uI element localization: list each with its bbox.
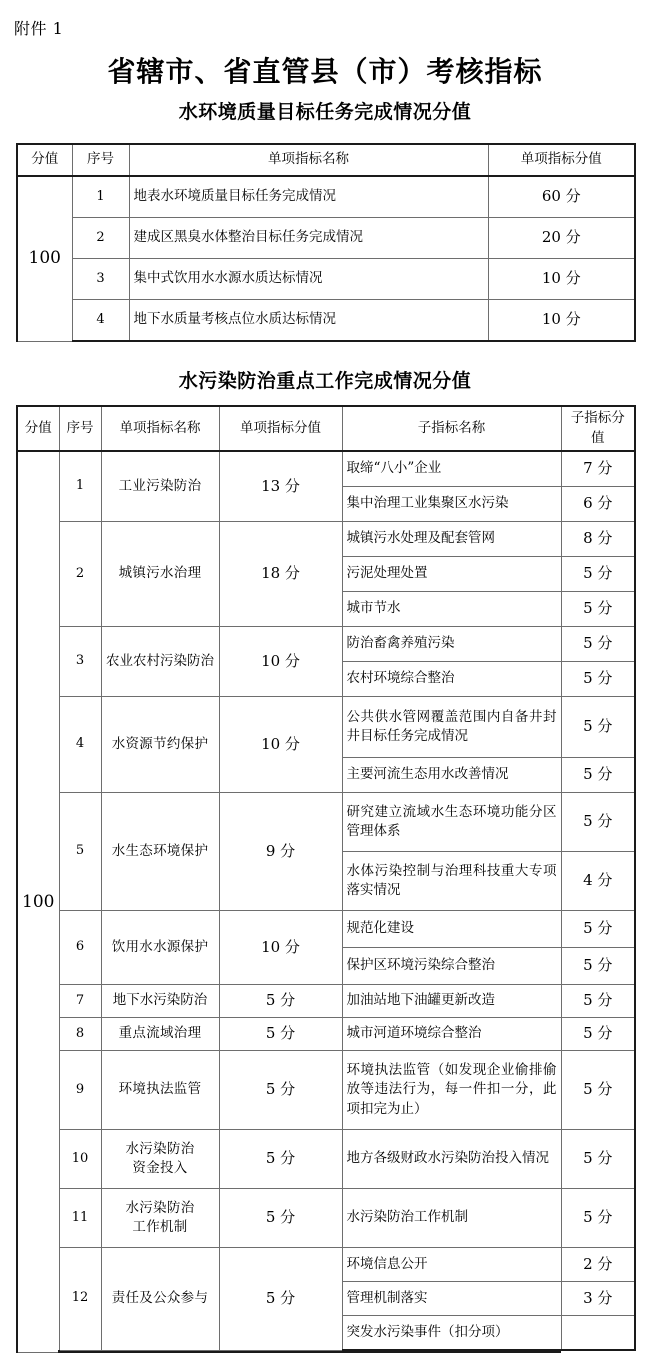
- water-quality-target-table: [16, 143, 636, 342]
- indicator-name: 地表水环境质量目标任务完成情况: [129, 176, 488, 218]
- indicator-score: 5 分: [219, 1248, 342, 1351]
- sub-indicator-name: 集中治理工业集聚区水污染: [342, 487, 561, 522]
- indicator-name: 水资源节约保护: [101, 697, 219, 793]
- water-pollution-control-table: [16, 405, 636, 1353]
- indicator-score: 10 分: [488, 259, 635, 300]
- indicator-name: 集中式饮用水水源水质达标情况: [129, 259, 488, 300]
- sub-indicator-name: 环境执法监管（如发现企业偷排偷放等违法行为，每一件扣一分，此项扣完为止）: [342, 1051, 561, 1130]
- column-header-indicator-score: 单项指标分值: [488, 144, 635, 176]
- indicator-name: 工业污染防治: [101, 451, 219, 522]
- column-header-indicator-name: 单项指标名称: [129, 144, 488, 176]
- indicator-name-line2: 资金投入: [132, 1160, 188, 1177]
- row-index: 2: [59, 522, 101, 627]
- indicator-score: 10 分: [488, 300, 635, 342]
- sub-indicator-name: 规范化建设: [342, 911, 561, 948]
- indicator-score: 5 分: [219, 1189, 342, 1248]
- indicator-score: 9 分: [219, 793, 342, 911]
- indicator-score: 13 分: [219, 451, 342, 522]
- row-index: 9: [59, 1051, 101, 1130]
- table-header-row: [17, 144, 635, 176]
- row-index: 1: [59, 451, 101, 522]
- sub-indicator-name: 环境信息公开: [342, 1248, 561, 1282]
- indicator-name-line2: 工作机制: [132, 1219, 188, 1236]
- row-index: 4: [72, 300, 129, 342]
- sub-indicator-name: 水污染防治工作机制: [342, 1189, 561, 1248]
- sub-indicator-score: 5 分: [561, 911, 635, 948]
- column-header-index: 序号: [72, 144, 129, 176]
- sub-indicator-name: 防治畜禽养殖污染: [342, 627, 561, 662]
- sub-indicator-name: 突发水污染事件（扣分项）: [342, 1316, 561, 1351]
- sub-indicator-name: 加油站地下油罐更新改造: [342, 985, 561, 1018]
- section1-title: 水环境质量目标任务完成情况分值: [178, 101, 472, 123]
- indicator-name: 地下水质量考核点位水质达标情况: [129, 300, 488, 342]
- table-row: [17, 451, 635, 487]
- sub-indicator-score: 5 分: [561, 557, 635, 592]
- indicator-score: 60 分: [488, 176, 635, 218]
- sub-indicator-name: 公共供水管网覆盖范围内自备井封井目标任务完成情况: [342, 697, 561, 758]
- column-header-score: 分值: [17, 406, 59, 451]
- sub-indicator-score: 5 分: [561, 662, 635, 697]
- table-row: [17, 985, 635, 1018]
- table-row: [17, 697, 635, 758]
- row-index: 12: [59, 1248, 101, 1351]
- column-header-sub-indicator-score: 子指标分值: [561, 406, 635, 451]
- sub-indicator-score: 5 分: [561, 1051, 635, 1130]
- indicator-name-line1: 水污染防治: [125, 1140, 195, 1157]
- row-index: 3: [72, 259, 129, 300]
- indicator-name-line1: 水污染防治: [125, 1199, 195, 1216]
- table-bottom-edge: [342, 1350, 561, 1352]
- sub-indicator-score: 5 分: [561, 948, 635, 985]
- indicator-name: 地下水污染防治: [101, 985, 219, 1018]
- sub-indicator-score: 8 分: [561, 522, 635, 557]
- row-index: 3: [59, 627, 101, 697]
- table-bottom-spacer: [561, 1350, 635, 1352]
- attachment-label: 附件 1: [14, 19, 64, 38]
- sub-indicator-score: 5 分: [561, 758, 635, 793]
- sub-indicator-name: 研究建立流域水生态环境功能分区管理体系: [342, 793, 561, 852]
- table-row: [17, 522, 635, 557]
- indicator-name: 水生态环境保护: [101, 793, 219, 911]
- indicator-name: 重点流域治理: [101, 1018, 219, 1051]
- table-row: [17, 300, 635, 342]
- row-index: 5: [59, 793, 101, 911]
- indicator-score: 18 分: [219, 522, 342, 627]
- table-row: [17, 911, 635, 948]
- indicator-name: 城镇污水治理: [101, 522, 219, 627]
- table-row: [17, 1051, 635, 1130]
- page-title: 省辖市、省直管县（市）考核指标: [107, 55, 543, 88]
- total-score-cell: 100: [17, 451, 59, 1352]
- sub-indicator-name: 管理机制落实: [342, 1282, 561, 1316]
- sub-indicator-name: 主要河流生态用水改善情况: [342, 758, 561, 793]
- sub-indicator-score: 3 分: [561, 1282, 635, 1316]
- indicator-score: 20 分: [488, 218, 635, 259]
- sub-indicator-score: 5 分: [561, 592, 635, 627]
- sub-indicator-name: 农村环境综合整治: [342, 662, 561, 697]
- indicator-score: 10 分: [219, 911, 342, 985]
- indicator-name: 责任及公众参与: [101, 1248, 219, 1351]
- indicator-score: 5 分: [219, 1018, 342, 1051]
- row-index: 10: [59, 1130, 101, 1189]
- sub-indicator-score: 7 分: [561, 451, 635, 487]
- table-row: [17, 793, 635, 852]
- indicator-name: [101, 1189, 219, 1248]
- sub-indicator-score: 5 分: [561, 1189, 635, 1248]
- table-row: [17, 627, 635, 662]
- sub-indicator-score: [561, 1316, 635, 1351]
- indicator-name: 建成区黑臭水体整治目标任务完成情况: [129, 218, 488, 259]
- table-bottom-edge: [101, 1350, 219, 1352]
- sub-indicator-score: 5 分: [561, 793, 635, 852]
- table-row: [17, 218, 635, 259]
- sub-indicator-name: 取缔“八小”企业: [342, 451, 561, 487]
- indicator-name: 饮用水水源保护: [101, 911, 219, 985]
- sub-indicator-score: 5 分: [561, 627, 635, 662]
- sub-indicator-score: 5 分: [561, 1130, 635, 1189]
- sub-indicator-name: 城市河道环境综合整治: [342, 1018, 561, 1051]
- sub-indicator-score: 5 分: [561, 1018, 635, 1051]
- column-header-indicator-name: 单项指标名称: [101, 406, 219, 451]
- row-index: 6: [59, 911, 101, 985]
- section2-title: 水污染防治重点工作完成情况分值: [178, 370, 472, 392]
- table-row: [17, 1130, 635, 1189]
- indicator-score: 5 分: [219, 1130, 342, 1189]
- sub-indicator-name: 地方各级财政水污染防治投入情况: [342, 1130, 561, 1189]
- sub-indicator-score: 4 分: [561, 852, 635, 911]
- indicator-score: 5 分: [219, 1051, 342, 1130]
- sub-indicator-name: 保护区环境污染综合整治: [342, 948, 561, 985]
- sub-indicator-name: 城市节水: [342, 592, 561, 627]
- row-index: 1: [72, 176, 129, 218]
- row-index: 4: [59, 697, 101, 793]
- table-row: [17, 1248, 635, 1282]
- row-index: 7: [59, 985, 101, 1018]
- indicator-name: [101, 1130, 219, 1189]
- indicator-name: 环境执法监管: [101, 1051, 219, 1130]
- total-score-cell: 100: [17, 176, 72, 341]
- sub-indicator-name: 污泥处理处置: [342, 557, 561, 592]
- table-row: [17, 1018, 635, 1051]
- indicator-score: 5 分: [219, 985, 342, 1018]
- column-header-sub-indicator-name: 子指标名称: [342, 406, 561, 451]
- sub-indicator-score: 6 分: [561, 487, 635, 522]
- sub-indicator-name: 水体污染控制与治理科技重大专项落实情况: [342, 852, 561, 911]
- table-bottom-edge: [219, 1350, 342, 1352]
- table-row: [17, 176, 635, 218]
- indicator-name: 农业农村污染防治: [101, 627, 219, 697]
- sub-indicator-name: 城镇污水处理及配套管网: [342, 522, 561, 557]
- row-index: 2: [72, 218, 129, 259]
- row-index: 11: [59, 1189, 101, 1248]
- indicator-score: 10 分: [219, 697, 342, 793]
- table-row: [17, 1189, 635, 1248]
- column-header-indicator-score: 单项指标分值: [219, 406, 342, 451]
- sub-indicator-score: 2 分: [561, 1248, 635, 1282]
- table-bottom-left-corner: [59, 1350, 101, 1352]
- column-header-score: 分值: [17, 144, 72, 176]
- sub-indicator-score: 5 分: [561, 697, 635, 758]
- table-header-row: [17, 406, 635, 451]
- row-index: 8: [59, 1018, 101, 1051]
- column-header-index: 序号: [59, 406, 101, 451]
- sub-indicator-score: 5 分: [561, 985, 635, 1018]
- indicator-score: 10 分: [219, 627, 342, 697]
- table-row: [17, 259, 635, 300]
